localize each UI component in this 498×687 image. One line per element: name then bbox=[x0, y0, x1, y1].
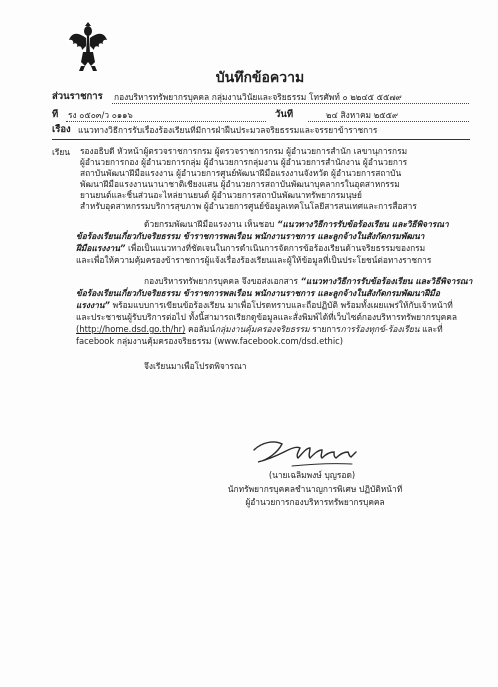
para2-line bbox=[76, 299, 474, 311]
para2-text: กองบริหารทรัพยากรบุคคล จึงขอส่งเอกสาร bbox=[144, 276, 301, 286]
para2-text: รายการ bbox=[309, 324, 341, 334]
agency-dotted-line bbox=[112, 103, 469, 104]
closing-text: จึงเรียนมาเพื่อโปรดพิจารณา bbox=[144, 361, 247, 371]
ref-dotted-line bbox=[66, 121, 266, 122]
para1-line bbox=[76, 218, 474, 230]
para2-quote-end: แรงงาน” bbox=[76, 300, 110, 310]
para1-quote-line: ข้อร้องเรียนเกี่ยวกับจริยธรรม ข้าราชการพลเรือน พนักงานราชการ และลูกจ้างในสังกัดกรมพัฒนา bbox=[76, 231, 425, 241]
ref-value: รง ๐๕๐๓/ว ๐๑๑๖ bbox=[68, 110, 133, 120]
date-dotted-line bbox=[308, 121, 469, 122]
para2-item-name: การร้องทุกข์-ร้องเรียน bbox=[340, 324, 420, 334]
para2-line: และประชาชนผู้รับบริการต่อไป ทั้งนี้สามารถเรียกดูข้อมูลและสั่งพิมพ์ได้ที่เว็บไซต์กองบริหารทรัพยากรบุคคล bbox=[76, 312, 458, 322]
paragraph-2 bbox=[76, 275, 474, 347]
para2-line bbox=[76, 323, 474, 335]
salutation-line: ยานยนต์และชิ้นส่วนอะไหล่ยานยนต์ ผู้อำนวยการสถาบันพัฒนาทรัพยากรมนุษย์ bbox=[80, 190, 362, 200]
salutation-line: พัฒนาฝีมือแรงงานนานาชาติเชียงแสน ผู้อำนวยการสถาบันพัฒนาบุคลากรในอุตสาหกรรม bbox=[80, 179, 400, 189]
salutation-block bbox=[80, 146, 472, 212]
memo-title: บันทึกข้อความ bbox=[215, 70, 305, 86]
website-link[interactable]: (http://home.dsd.go.th/hr) bbox=[76, 324, 186, 334]
salutation-line: ผู้อำนวยการกอง ผู้อำนวยการกลุ่ม ผู้อำนวยการกลุ่มงาน ผู้อำนวยการสำนักงาน ผู้อำนวยการ bbox=[80, 157, 408, 167]
signer-position-1: นักทรัพยากรบุคคลชำนาญการพิเศษ ปฏิบัติหน้าที่ bbox=[227, 484, 403, 494]
para1-quote: “แนวทางวิธีการรับข้อร้องเรียน และวิธีพิจารณา bbox=[277, 219, 449, 229]
para2-text: และที่ bbox=[419, 324, 443, 334]
para2-quote-line: ข้อร้องเรียนเกี่ยวกับจริยธรรม ข้าราชการพลเรือน พนักงานราชการ และลูกจ้างในสังกัดกรมพัฒนาฝีมือ bbox=[76, 288, 440, 298]
date-label: วันที่ bbox=[275, 109, 294, 120]
agency-label: ส่วนราชการ bbox=[52, 91, 103, 102]
date-value: ๒๔ สิงหาคม ๒๕๕๙ bbox=[326, 110, 399, 120]
para1-quote-end: ฝีมือแรงงาน” bbox=[76, 243, 126, 253]
para1-line bbox=[76, 242, 474, 254]
salutation-line: รองอธิบดี หัวหน้าผู้ตรวจราชการกรม ผู้ตรวจราชการกรม ผู้อำนวยการสำนัก เลขานุการกรม bbox=[80, 146, 408, 156]
header-rule bbox=[52, 139, 470, 140]
para1-text: ด้วยกรมพัฒนาฝีมือแรงงาน เห็นชอบ bbox=[144, 219, 278, 229]
para2-text: คอลัมน์ bbox=[185, 324, 216, 334]
para1-line: และเพื่อให้ความคุ้มครองข้าราชการผู้แจ้งเรื่องร้องเรียนและผู้ให้ข้อมูลที่เป็นประโยชน์ต่อทางราชการ bbox=[76, 255, 432, 265]
paragraph-1 bbox=[76, 218, 474, 266]
para2-quote: “แนวทางวิธีการรับข้อร้องเรียน และวิธีพิจารณา bbox=[300, 276, 473, 286]
ref-label: ที่ bbox=[52, 109, 59, 120]
agency-value: กองบริหารทรัพยากรบุคคล กลุ่มงานวินัยและจริยธรรม โทรศัพท์ ๐ ๒๒๔๕ ๕๕๗๙ bbox=[114, 92, 402, 102]
salutation-line: สำหรับอุตสาหกรรมบริการสุขภาพ ผู้อำนวยการศูนย์ข้อมูลเทคโนโลยีสารสนเทศและการสื่อสาร bbox=[80, 201, 417, 211]
subject-value: แนวทางวิธีการรับเรื่องร้องเรียนที่มีการฝ่าฝืนประมวลจริยธรรมและจรรยาข้าราชการ bbox=[78, 125, 378, 135]
salutation-label: เรียน bbox=[52, 147, 70, 157]
salutation-line: สถาบันพัฒนาฝีมือแรงงาน ผู้อำนวยการศูนย์พัฒนาฝีมือแรงงานจังหวัด ผู้อำนวยการสถาบัน bbox=[80, 168, 402, 178]
para2-line: facebook กลุ่มงานคุ้มครองจริยธรรม (www.facebook.com/dsd.ethic) bbox=[76, 336, 344, 346]
signer-name: (นายเฉลิมพงษ์ บุญรอด) bbox=[268, 470, 356, 480]
para2-column-name: กลุ่มงานคุ้มครองจริยธรรม bbox=[215, 324, 310, 334]
para2-line bbox=[76, 275, 474, 287]
garuda-emblem-icon bbox=[68, 22, 108, 72]
signer-position-2: ผู้อำนวยการกองบริหารทรัพยากรบุคคล bbox=[245, 497, 385, 507]
handwritten-signature-icon bbox=[252, 430, 370, 472]
para2-text: พร้อมแบบการเขียนข้อร้องเรียน มาเพื่อโปรดทราบและถือปฏิบัติ พร้อมทั้งเผยแพร่ให้กับเจ้าหน้าที่ bbox=[109, 300, 453, 310]
para1-text: เพื่อเป็นแนวทางที่ชัดเจนในการดำเนินการจัดการข้อร้องเรียนด้านจริยธรรมของกรม bbox=[125, 243, 426, 253]
subject-label: เรื่อง bbox=[52, 124, 71, 135]
